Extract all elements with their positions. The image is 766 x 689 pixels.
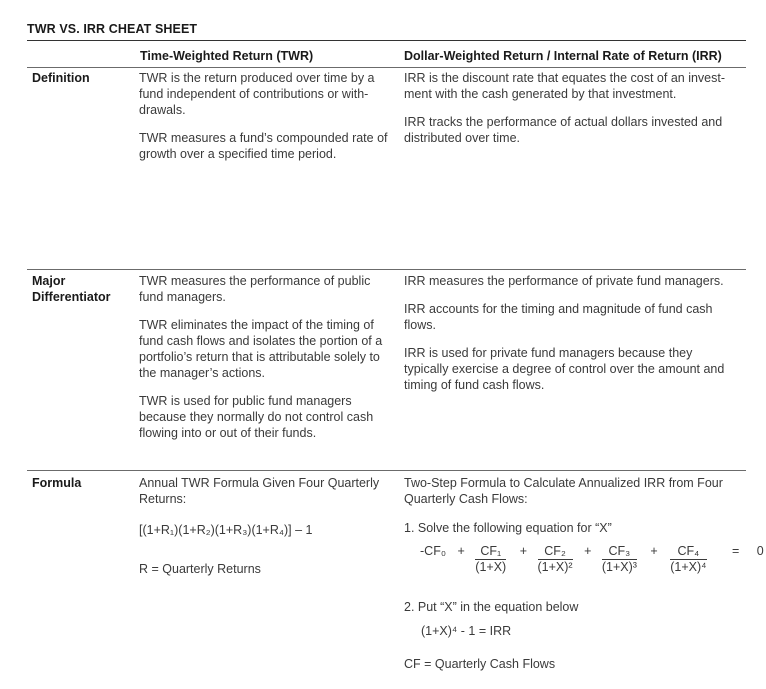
equation-denominator: (1+X) xyxy=(475,560,507,574)
definition-irr-paragraph: IRR is the discount rate that equates the cost of an invest-ment with the cash generated by that investment. xyxy=(404,71,726,101)
row-divider-formula xyxy=(27,470,746,471)
irr-cf-note: CF = Quarterly Cash Flows xyxy=(404,657,556,671)
differentiator-irr-paragraph: IRR accounts for the timing and magnitude of fund cash flows. xyxy=(404,302,713,332)
definition-irr-text xyxy=(404,70,726,146)
equation-rhs: 0 xyxy=(756,544,764,558)
equation-term-3 xyxy=(602,544,637,575)
differentiator-irr-paragraph: IRR is used for private fund managers because they typically exercise a degree of control over the amount and timing of fund cash flows. xyxy=(404,346,725,392)
twr-formula: [(1+R₁)(1+R₂)(1+R₃)(1+R₄)] – 1 xyxy=(139,523,313,537)
irr-step-1: 1. Solve the following equation for “X” xyxy=(404,521,612,535)
equation-equals: = xyxy=(732,544,740,558)
irr-equation xyxy=(420,544,764,575)
irr-step-2: 2. Put “X” in the equation below xyxy=(404,600,579,614)
row-label-line: Differentiator xyxy=(32,290,111,304)
row-divider-differentiator xyxy=(27,269,746,270)
twr-formula-note: R = Quarterly Returns xyxy=(139,562,261,576)
row-label-line: Major xyxy=(32,274,66,288)
column-header-irr: Dollar-Weighted Return / Internal Rate of Return (IRR) xyxy=(404,49,722,63)
equation-plus: + xyxy=(519,544,528,558)
equation-denominator: (1+X)² xyxy=(537,560,573,574)
title-rule xyxy=(27,40,746,41)
row-label-differentiator xyxy=(32,273,110,305)
definition-twr-paragraph: TWR measures a fund’s compounded rate of growth over a specified time period. xyxy=(139,131,388,161)
equation-plus: + xyxy=(457,544,465,558)
row-divider-definition xyxy=(27,67,746,68)
definition-twr-text xyxy=(139,70,389,162)
equation-numerator: CF₄ xyxy=(670,544,706,560)
row-label-definition: Definition xyxy=(32,71,90,85)
differentiator-twr-paragraph: TWR measures the performance of public fund managers. xyxy=(139,274,371,304)
equation-numerator: CF₂ xyxy=(538,544,573,560)
differentiator-twr-paragraph: TWR is used for public fund managers because they normally do not control cash flowing into or out of their funds. xyxy=(139,394,374,440)
equation-denominator: (1+X)³ xyxy=(601,560,637,574)
equation-numerator: CF₃ xyxy=(602,544,637,560)
irr-step-2-equation: (1+X)⁴ - 1 = IRR xyxy=(421,624,512,638)
definition-irr-paragraph: IRR tracks the performance of actual dollars invested and distributed over time. xyxy=(404,115,723,145)
equation-cf0: -CF₀ xyxy=(420,544,447,558)
twr-formula-intro: Annual TWR Formula Given Four Quarterly Returns: xyxy=(139,476,380,506)
irr-formula-intro: Two-Step Formula to Calculate Annualized IRR from Four Quarterly Cash Flows: xyxy=(404,476,723,506)
differentiator-twr-text xyxy=(139,273,391,441)
definition-twr-paragraph: TWR is the return produced over time by a fund independent of contributions or with-drawals. xyxy=(139,71,375,117)
differentiator-irr-paragraph: IRR measures the performance of private fund managers. xyxy=(404,274,724,288)
equation-plus: + xyxy=(584,544,592,558)
equation-plus: + xyxy=(650,544,658,558)
row-label-formula: Formula xyxy=(32,476,82,490)
differentiator-irr-text xyxy=(404,273,739,393)
equation-denominator: (1+X)⁴ xyxy=(670,560,707,574)
page-title: TWR VS. IRR CHEAT SHEET xyxy=(27,22,198,36)
equation-numerator: CF₁ xyxy=(475,544,506,560)
column-header-twr: Time-Weighted Return (TWR) xyxy=(140,49,314,63)
equation-term-1 xyxy=(475,544,506,575)
equation-term-4 xyxy=(670,544,706,575)
equation-term-2 xyxy=(538,544,573,575)
differentiator-twr-paragraph: TWR eliminates the impact of the timing of fund cash flows and isolates the portion of a portfolio’s return that is attributable solely to the manager’s actions. xyxy=(139,318,383,380)
